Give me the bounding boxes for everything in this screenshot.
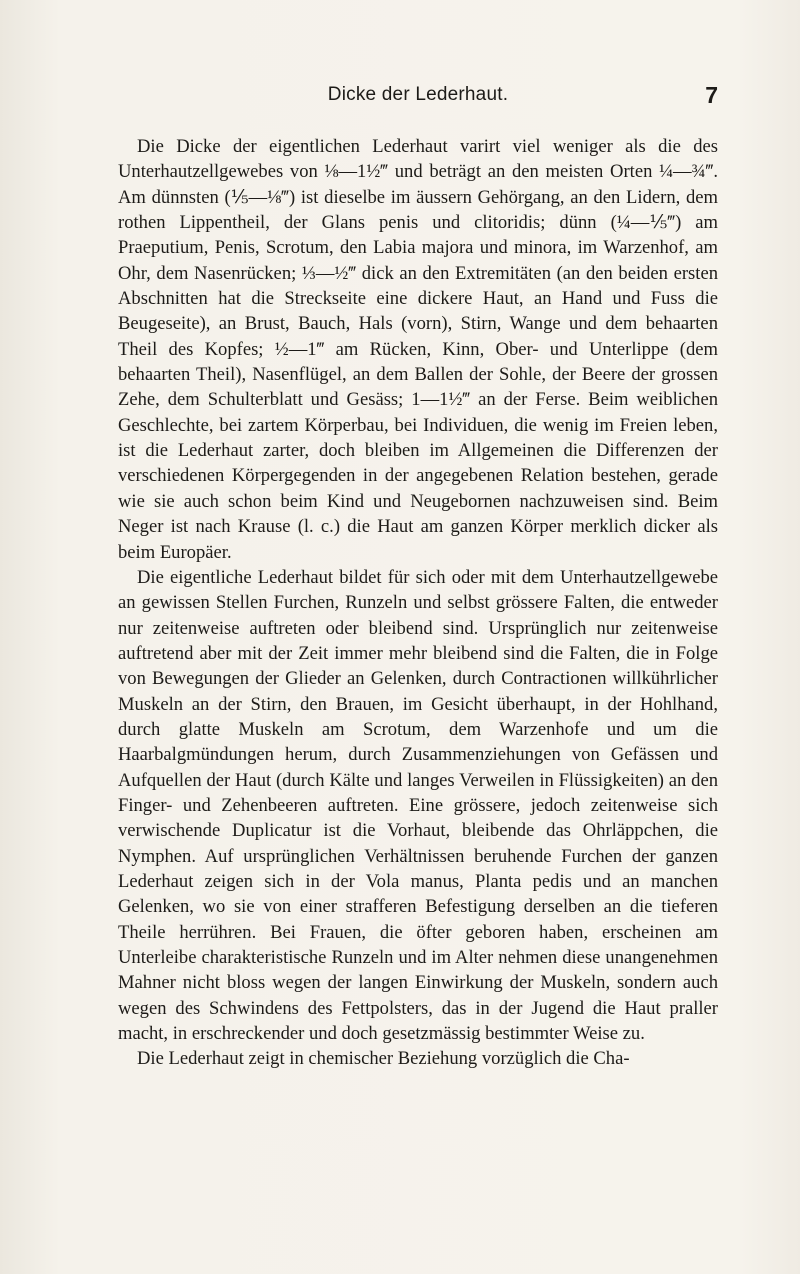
- paragraph: Die Lederhaut zeigt in chemischer Beziehung vorzüglich die Cha-: [137, 1048, 630, 1070]
- paragraph: Die eigentliche Lederhaut bildet für sich oder mit dem Unterhautzellgewebe an gewissen Stellen Furchen, Runzeln und selbst grössere Falten, die entweder nur zeitenweise auftreten oder bleibend sind. Ursprünglich nur zeitenweise auftretend aber mit der Zeit immer mehr bleibend sind die Falten, die in Folge von Bewegungen der Glieder an Gelenken, durch Contractionen willkührlicher Muskeln an der Stirn, den Brauen, im Gesicht überhaupt, in der Hohlhand, durch glatte Muskeln am Scrotum, dem Warzenhofe und um die Haarbalgmündungen herum, durch Zusammenziehungen von Gefässen und Aufquellen der Haut (durch Kälte und langes Verweilen in Flüssigkeiten) an den Finger- und Zehenbeeren auftreten. Eine grössere, jedoch zeitenweise sich verwischende Duplicatur ist die Vorhaut, bleibende das Ohrläppchen, die Nymphen. Auf ursprünglichen Verhältnissen beruhende Furchen der ganzen Lederhaut zeigen sich in der Vola manus, Planta pedis und an manchen Gelenken, wo sie von einer strafferen Befestigung derselben an die tieferen Theile herrühren. Bei Frauen, die öfter geboren haben, erscheinen am Unterleibe charakteristische Runzeln und im Alter nehmen diese unangenehmen Mahner nicht bloss wegen der langen Einwirkung der Muskeln, sondern auch wegen des Schwindens des Fettpolsters, das in der Jugend die Haut praller macht, in erschreckender und doch gesetzmässig bestimmter Weise zu.: [118, 566, 718, 1045]
- running-head: Dicke der Lederhaut.: [327, 84, 509, 105]
- page-number: 7: [705, 82, 718, 108]
- body-text: [118, 134, 718, 1072]
- paragraph: Die Dicke der eigentlichen Lederhaut varirt viel weniger als die des Unterhautzellgewebes von ⅛—1½‴ und beträgt an den meisten Orten ¼—¾‴. Am dünnsten (⅕—⅛‴) ist dieselbe im äussern Gehörgang, an den Lidern, dem rothen Lippentheil, der Glans penis und clitoridis; dünn (¼—⅕‴) am Praeputium, Penis, Scrotum, den Labia majora und minora, im Warzenhof, am Ohr, dem Nasenrücken; ⅓—½‴ dick an den Extremitäten (an den beiden ersten Abschnitten hat die Streckseite eine dickere Haut, an Hand und Fuss die Beugeseite), an Brust, Bauch, Hals (vorn), Stirn, Wange und dem behaarten Theil des Kopfes; ½—1‴ am Rücken, Kinn, Ober- und Unterlippe (dem behaarten Theil), Nasenflügel, an dem Ballen der Sohle, der Beere der grossen Zehe, dem Schulterblatt und Gesäss; 1—1½‴ an der Ferse. Beim weiblichen Geschlechte, bei zartem Körperbau, bei Individuen, die wenig im Freien leben, ist die Lederhaut zarter, doch bleiben im Allgemeinen die Differenzen der verschiedenen Körpergegenden in der angegebenen Relation bestehen, gerade wie sie auch schon beim Kind und Neugebornen nachzuweisen sind. Beim Neger ist nach Krause (l. c.) die Haut am ganzen Körper merklich dicker als beim Europäer.: [118, 136, 718, 563]
- page-header: [118, 84, 718, 112]
